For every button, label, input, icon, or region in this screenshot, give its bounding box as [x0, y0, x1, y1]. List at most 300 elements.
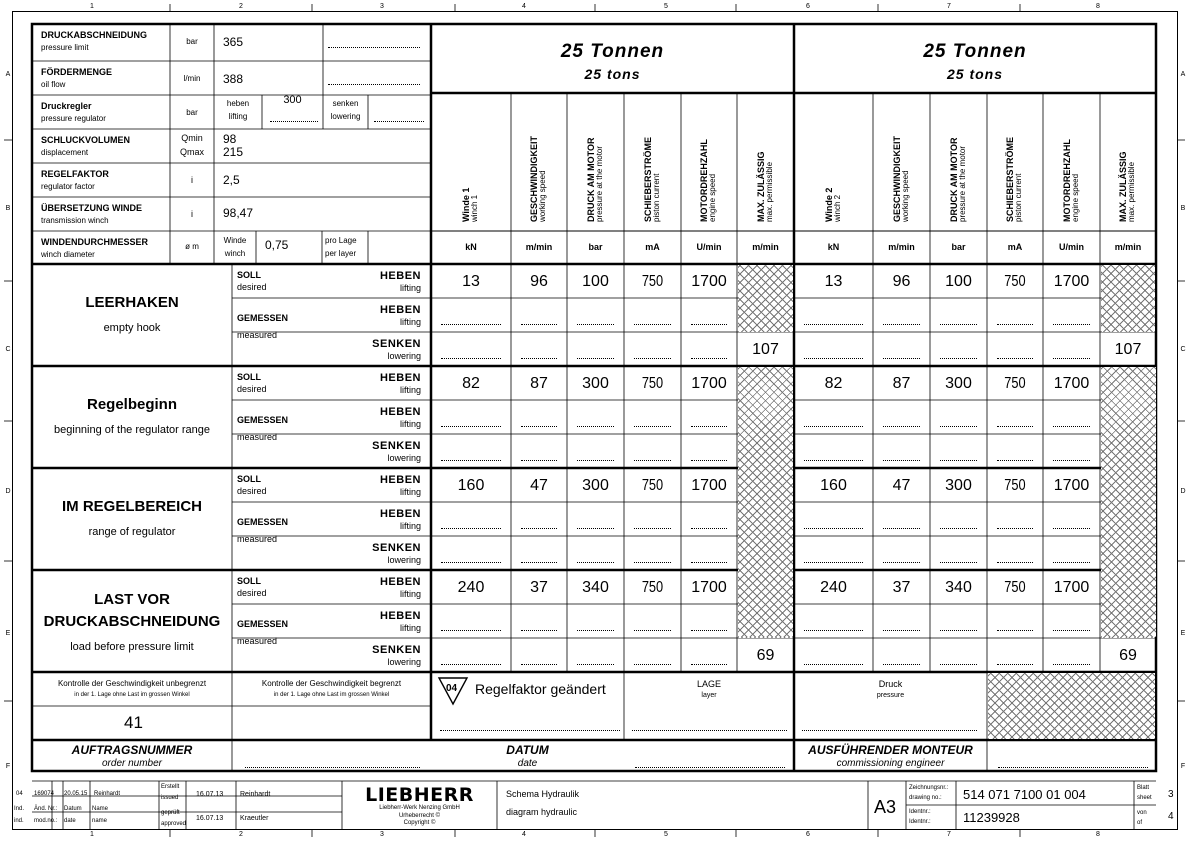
soll-label: SOLL [237, 576, 261, 586]
tonnage-title-1: 25 Tonnen [560, 41, 665, 62]
tonnage-title-2: 25 Tonnen [923, 41, 1027, 62]
heben-measured-label: HEBEN [379, 610, 421, 622]
measured-lowering-field[interactable] [441, 460, 501, 461]
zone-bottom-3: 3 [380, 831, 384, 838]
heben-measured-label-en: lifting [399, 623, 421, 633]
measured-lowering-field[interactable] [577, 460, 614, 461]
heben-measured-label-en: lifting [399, 317, 421, 327]
of-number: 4 [1168, 811, 1174, 822]
regulator-lowering: lowering [330, 112, 361, 121]
column-header-6 [757, 151, 775, 222]
measured-lifting-field[interactable] [634, 324, 671, 325]
measured-lowering-field[interactable] [521, 664, 557, 665]
measured-lifting-field[interactable] [521, 630, 557, 631]
column-header-5 [700, 139, 718, 222]
param-unit-winch-diameter: ø m [185, 242, 199, 251]
column-header-en: working speed [538, 170, 548, 222]
value-cell: 750 [641, 579, 664, 596]
column-unit-11: U/min [1058, 242, 1084, 252]
drawing-number: 514 071 7100 01 004 [963, 787, 1086, 802]
zone-right-B: B [1180, 205, 1186, 212]
value-cell: 300 [582, 375, 609, 392]
order-number-label: AUFTRAGSNUMMER [71, 743, 193, 757]
approved-de: geprüft [161, 810, 180, 816]
label-modno: mod.no.: [34, 818, 58, 824]
ctrl-limited-line1: Kontrolle der Geschwindigkeit begrenzt [261, 679, 402, 688]
column-header-de: DRUCK AM MOTOR [948, 137, 959, 222]
measured-lowering-field[interactable] [577, 562, 614, 563]
param-label-en-oil_flow: oil flow [41, 80, 66, 89]
label-name2: name [92, 818, 108, 824]
column-header-2 [530, 136, 548, 222]
measured-lifting-field[interactable] [1053, 630, 1090, 631]
order-number-label-en: order number [101, 758, 163, 769]
measured-lowering-field[interactable] [997, 562, 1033, 563]
column-header-de: MOTORDREHZAHL [1061, 139, 1072, 222]
param-label-en-transmission: transmission winch [41, 216, 109, 225]
paper-format: A3 [874, 797, 897, 817]
param-field-oil_flow[interactable] [328, 84, 420, 85]
zone-top-4: 4 [522, 3, 526, 10]
zone-bottom-7: 7 [947, 831, 951, 838]
engineer-label-en: commissioning engineer [836, 758, 945, 769]
engineer-label: AUSFÜHRENDER MONTEUR [808, 743, 973, 757]
measured-lowering-field[interactable] [1053, 562, 1090, 563]
column-header-de: Winde 2 [823, 187, 834, 222]
column-header-de: Winde 1 [461, 187, 471, 222]
zone-left-F: F [5, 763, 11, 770]
value-cell: 96 [530, 273, 548, 290]
column-header-de: GESCHWINDIGKEIT [891, 135, 902, 222]
param-label-en-pressure_regulator: pressure regulator [41, 114, 106, 123]
measured-lowering-field[interactable] [883, 562, 920, 563]
of-en: of [1137, 820, 1143, 826]
measured-lifting-field[interactable] [883, 528, 920, 529]
pressure-field[interactable] [802, 730, 977, 731]
regulator-senken-field[interactable] [374, 121, 424, 122]
measured-lifting-field[interactable] [634, 528, 671, 529]
heben-label-en: lifting [399, 487, 421, 497]
measured-lowering-field[interactable] [940, 460, 977, 461]
regulator-heben-value: 300 [283, 94, 302, 106]
copyright-en: Copyright © [403, 820, 436, 826]
layer-label: LAGE [696, 679, 721, 689]
group-title-1: LEERHAKEN [85, 294, 179, 311]
column-header-en: working speed [900, 170, 910, 222]
hatched-cell [988, 673, 1155, 739]
date-label-en: date [517, 758, 538, 769]
column-unit-9: bar [951, 242, 966, 252]
date-field[interactable] [635, 767, 785, 768]
column-header-de: MOTORDREHZAHL [699, 139, 709, 222]
heben-label: HEBEN [379, 270, 421, 282]
zone-bottom-4: 4 [522, 831, 526, 838]
param-value-winch-diameter: 0,75 [265, 238, 289, 252]
measured-lifting-field[interactable] [634, 630, 671, 631]
rev-mod-no: 169074 [34, 791, 55, 797]
value-cell: 750 [641, 273, 664, 290]
measured-lifting-field[interactable] [804, 528, 863, 529]
param-label-en-regulator_factor: regulator factor [41, 182, 95, 191]
measured-lowering-field[interactable] [441, 562, 501, 563]
param-value-qmin: 98 [223, 132, 237, 146]
zone-bottom-5: 5 [664, 831, 668, 838]
drawing-title-en: diagram hydraulic [506, 807, 578, 817]
measured-lowering-field[interactable] [1053, 460, 1090, 461]
param-value-transmission: 98,47 [223, 206, 254, 220]
value-cell: 750 [1004, 375, 1026, 392]
measured-lowering-field[interactable] [804, 562, 863, 563]
column-header-en: winch 2 [832, 194, 842, 222]
measured-lifting-field[interactable] [691, 324, 727, 325]
value-cell: 37 [892, 579, 911, 596]
pressure-label: Druck [878, 679, 903, 689]
measured-lifting-field[interactable] [940, 324, 977, 325]
measured-lowering-field[interactable] [577, 358, 614, 359]
ident-en: Identnr.: [909, 819, 931, 825]
measured-lifting-field[interactable] [1053, 528, 1090, 529]
measured-lifting-field[interactable] [691, 528, 727, 529]
soll-label: SOLL [237, 372, 261, 382]
sheet-de: Blatt [1137, 785, 1150, 791]
heben-label: HEBEN [379, 372, 421, 384]
group-subtitle-2: beginning of the regulator range [54, 424, 210, 436]
measured-lifting-field[interactable] [521, 324, 557, 325]
measured-lowering-field[interactable] [804, 358, 863, 359]
zone-bottom-6: 6 [806, 831, 810, 838]
measured-lowering-field[interactable] [940, 358, 977, 359]
soll-label-en: desired [237, 384, 267, 394]
param-label-pressure_limit: DRUCKABSCHNEIDUNG [41, 30, 148, 40]
gemessen-label: GEMESSEN [237, 619, 289, 629]
param-label-regulator_factor: REGELFAKTOR [41, 169, 109, 179]
param-label-en-displacement: displacement [41, 148, 89, 157]
revision-field[interactable] [440, 730, 620, 731]
measured-lowering-field[interactable] [997, 664, 1033, 665]
issued-name: Reinhardt [240, 791, 271, 798]
senken-label: SENKEN [372, 542, 421, 554]
measured-lifting-field[interactable] [883, 630, 920, 631]
company-sub: Liebherr-Werk Nenzing GmbH [379, 805, 460, 811]
gemessen-label-en: measured [237, 432, 278, 442]
max-permissible-value: 107 [1114, 341, 1142, 358]
value-cell: 750 [641, 375, 664, 392]
column-header-de: GESCHWINDIGKEIT [529, 135, 539, 222]
date-label: DATUM [506, 743, 549, 757]
measured-lowering-field[interactable] [1053, 358, 1090, 359]
zone-top-1: 1 [90, 3, 94, 10]
column-header-en: engine speed [708, 173, 718, 222]
column-header-11 [1063, 139, 1081, 222]
param-label-en-winch_diameter: winch diameter [41, 250, 95, 259]
gemessen-label: GEMESSEN [237, 415, 289, 425]
senken-label-en: lowering [387, 555, 421, 565]
company-logo: LIEBHERR [365, 784, 474, 806]
rev-index: 04 [16, 791, 23, 797]
measured-lowering-field[interactable] [634, 664, 671, 665]
measured-lowering-field[interactable] [883, 358, 920, 359]
group-title-3: IM REGELBEREICH [61, 498, 202, 515]
drawing-no-en: drawing no.: [909, 795, 942, 801]
gemessen-label-en: measured [237, 330, 278, 340]
measured-lifting-field[interactable] [997, 630, 1033, 631]
column-unit-12: m/min [1114, 242, 1142, 252]
value-cell: 47 [892, 477, 911, 494]
measured-lowering-field[interactable] [804, 460, 863, 461]
layer-field[interactable] [632, 730, 787, 731]
measured-lifting-field[interactable] [997, 426, 1033, 427]
measured-lowering-field[interactable] [804, 664, 863, 665]
regulator-heben: heben [226, 99, 250, 108]
measured-lifting-field[interactable] [691, 426, 727, 427]
measured-lifting-field[interactable] [521, 528, 557, 529]
param-value-oil_flow: 388 [223, 72, 244, 86]
zone-left-D: D [5, 488, 11, 495]
value-cell: 300 [945, 375, 972, 392]
senken-label-en: lowering [387, 351, 421, 361]
column-header-7 [825, 188, 843, 222]
measured-lowering-field[interactable] [634, 460, 671, 461]
ctrl-unlimited-line2: in der 1. Lage ohne Last im grossen Winkel [74, 692, 190, 698]
column-header-de: MAX. ZULÄSSIG [1118, 151, 1128, 222]
label-date: date [64, 818, 76, 824]
soll-label-en: desired [237, 486, 267, 496]
senken-label-en: lowering [387, 453, 421, 463]
gemessen-label-en: measured [237, 636, 278, 646]
param-label-winch_diameter: WINDENDURCHMESSER [41, 237, 149, 247]
measured-lifting-field[interactable] [883, 324, 920, 325]
issued-de: Erstellt [161, 784, 180, 790]
measured-lowering-field[interactable] [691, 664, 727, 665]
measured-lifting-field[interactable] [577, 324, 614, 325]
measured-lifting-field[interactable] [441, 324, 501, 325]
heben-label: HEBEN [379, 576, 421, 588]
value-cell: 82 [824, 375, 843, 392]
hatched-cell [738, 265, 793, 332]
zone-right-F: F [1180, 763, 1186, 770]
label-aend: Änd. Nr.: [34, 806, 58, 812]
measured-lifting-field[interactable] [691, 630, 727, 631]
column-unit-4: mA [645, 242, 660, 252]
measured-lifting-field[interactable] [441, 630, 501, 631]
column-unit-3: bar [588, 242, 603, 252]
order-number-field[interactable] [245, 767, 420, 768]
winch-label: Winde [223, 236, 247, 245]
measured-lifting-field[interactable] [804, 324, 863, 325]
measured-lifting-field[interactable] [441, 426, 501, 427]
regulator-senken: senken [332, 99, 359, 108]
zone-bottom-2: 2 [239, 831, 243, 838]
value-cell: 96 [892, 273, 911, 290]
sheet-number: 3 [1168, 789, 1174, 800]
group-title-2: Regelbeginn [86, 396, 177, 413]
measured-lowering-field[interactable] [634, 358, 671, 359]
column-header-en: engine speed [1070, 173, 1080, 222]
measured-lowering-field[interactable] [577, 664, 614, 665]
measured-lifting-field[interactable] [521, 426, 557, 427]
hatched-cell [738, 367, 793, 637]
rev-name: Reinhardt [94, 791, 121, 797]
measured-lifting-field[interactable] [997, 324, 1033, 325]
value-cell: 340 [582, 579, 609, 596]
zone-top-8: 8 [1096, 3, 1100, 10]
value-cell: 13 [462, 273, 480, 290]
group-subtitle-4: load before pressure limit [70, 641, 194, 653]
param-unit-transmission: i [191, 209, 193, 219]
heben-measured-label: HEBEN [379, 508, 421, 520]
max-permissible-value: 69 [1119, 647, 1137, 664]
zone-left-C: C [5, 346, 11, 353]
measured-lifting-field[interactable] [634, 426, 671, 427]
heben-measured-label: HEBEN [379, 304, 421, 316]
copyright-de: Urheberrecht © [398, 813, 441, 819]
column-header-en: piston current [1014, 173, 1024, 222]
measured-lifting-field[interactable] [997, 528, 1033, 529]
senken-label: SENKEN [372, 644, 421, 656]
issued-date: 16.07.13 [196, 791, 224, 798]
ident-number: 11239928 [963, 810, 1020, 825]
column-header-en: winch 1 [470, 194, 480, 222]
max-permissible-value: 69 [756, 647, 775, 664]
measured-lifting-field[interactable] [940, 426, 977, 427]
measured-lifting-field[interactable] [441, 528, 501, 529]
value-cell: 1700 [691, 579, 727, 596]
issued-en: issued [161, 795, 179, 801]
regulator-heben-field[interactable] [270, 121, 318, 122]
value-cell: 1700 [1053, 375, 1090, 392]
measured-lowering-field[interactable] [883, 664, 920, 665]
value-cell: 47 [530, 477, 548, 494]
zone-right-E: E [1180, 630, 1186, 637]
measured-lifting-field[interactable] [1053, 324, 1090, 325]
column-header-de: SCHIEBERSTRÖME [642, 136, 653, 222]
zone-bottom-8: 8 [1096, 831, 1100, 838]
senken-label-en: lowering [387, 657, 421, 667]
measured-lowering-field[interactable] [883, 460, 920, 461]
measured-lifting-field[interactable] [1053, 426, 1090, 427]
soll-label: SOLL [237, 270, 261, 280]
value-cell: 1700 [691, 477, 727, 494]
measured-lowering-field[interactable] [1053, 664, 1090, 665]
sheet-en: sheet [1137, 795, 1152, 801]
column-unit-2: m/min [525, 242, 553, 252]
soll-label-en: desired [237, 282, 267, 292]
measured-lifting-field[interactable] [940, 528, 977, 529]
param-unit-pressure_regulator: bar [186, 108, 198, 117]
revision-text: Regelfaktor geändert [475, 681, 606, 697]
zone-right-D: D [1180, 488, 1186, 495]
column-header-9 [950, 138, 968, 223]
revision-mark: 04 [446, 683, 458, 694]
value-cell: 100 [945, 273, 972, 290]
param-label-displacement: SCHLUCKVOLUMEN [41, 135, 130, 145]
ident-de: Identnr.: [909, 809, 931, 815]
value-cell: 300 [582, 477, 609, 494]
param-unit-qmax: Qmax [179, 147, 204, 157]
zone-top-6: 6 [806, 3, 810, 10]
param-unit-qmin: Qmin [181, 133, 203, 143]
measured-lifting-field[interactable] [577, 630, 614, 631]
column-unit-6: m/min [752, 242, 779, 252]
measured-lifting-field[interactable] [577, 426, 614, 427]
measured-lowering-field[interactable] [441, 664, 501, 665]
measured-lifting-field[interactable] [804, 426, 863, 427]
param-value-qmax: 215 [223, 145, 244, 159]
measured-lifting-field[interactable] [883, 426, 920, 427]
senken-label: SENKEN [372, 440, 421, 452]
column-header-de: MAX. ZULÄSSIG [755, 151, 766, 222]
measured-lowering-field[interactable] [940, 562, 977, 563]
measured-lowering-field[interactable] [441, 358, 501, 359]
regulator-lifting: lifting [228, 112, 248, 121]
per-layer-label-en: per layer [325, 249, 357, 258]
value-cell: 750 [641, 477, 664, 494]
zone-top-3: 3 [380, 3, 384, 10]
measured-lowering-field[interactable] [940, 664, 977, 665]
label-datum: Datum [64, 806, 82, 812]
heben-measured-label-en: lifting [399, 419, 421, 429]
gemessen-label: GEMESSEN [237, 517, 289, 527]
measured-lowering-field[interactable] [634, 562, 671, 563]
layer-label-en: layer [701, 692, 717, 699]
measured-lowering-field[interactable] [997, 460, 1033, 461]
of-de: von [1137, 810, 1147, 816]
column-header-4 [644, 137, 662, 222]
column-header-1 [462, 188, 480, 222]
zone-left-E: E [5, 630, 11, 637]
measured-lifting-field[interactable] [940, 630, 977, 631]
param-unit-regulator-factor: i [191, 175, 193, 185]
column-unit-8: m/min [888, 242, 915, 252]
measured-lowering-field[interactable] [691, 358, 727, 359]
value-cell: 750 [1004, 579, 1026, 596]
param-unit-oil_flow: l/min [183, 74, 201, 83]
param-value-regulator-factor: 2,5 [223, 173, 240, 187]
measured-lowering-field[interactable] [521, 562, 557, 563]
measured-lowering-field[interactable] [521, 358, 557, 359]
label-name: Name [92, 806, 109, 812]
zone-left-B: B [5, 205, 11, 212]
column-header-en: pressure at the motor [594, 145, 604, 222]
zone-top-5: 5 [664, 3, 668, 10]
group-subtitle-3: range of regulator [88, 526, 176, 538]
tonnage-subtitle-1: 25 tons [584, 66, 641, 82]
column-unit-1: kN [465, 242, 477, 252]
measured-lifting-field[interactable] [804, 630, 863, 631]
approved-name: Kraeutler [240, 815, 269, 822]
heben-label-en: lifting [399, 589, 421, 599]
label-ind: Ind. [14, 806, 25, 812]
value-cell: 240 [457, 579, 485, 596]
measured-lowering-field[interactable] [691, 562, 727, 563]
param-field-pressure_limit[interactable] [328, 47, 420, 48]
engineer-field[interactable] [998, 767, 1148, 768]
group-subtitle-1: empty hook [103, 322, 161, 334]
value-cell: 300 [945, 477, 972, 494]
measured-lowering-field[interactable] [521, 460, 557, 461]
column-header-8 [893, 136, 911, 222]
heben-measured-label: HEBEN [379, 406, 421, 418]
heben-label-en: lifting [399, 283, 421, 293]
measured-lowering-field[interactable] [691, 460, 727, 461]
label-ind2: ind. [14, 818, 24, 824]
measured-lifting-field[interactable] [577, 528, 614, 529]
value-cell: 1700 [1053, 273, 1090, 290]
measured-lowering-field[interactable] [997, 358, 1033, 359]
value-cell: 13 [824, 273, 843, 290]
ctrl-limited-line2: in der 1. Lage ohne Last im grossen Winkel [273, 692, 390, 698]
zone-right-C: C [1180, 346, 1186, 353]
